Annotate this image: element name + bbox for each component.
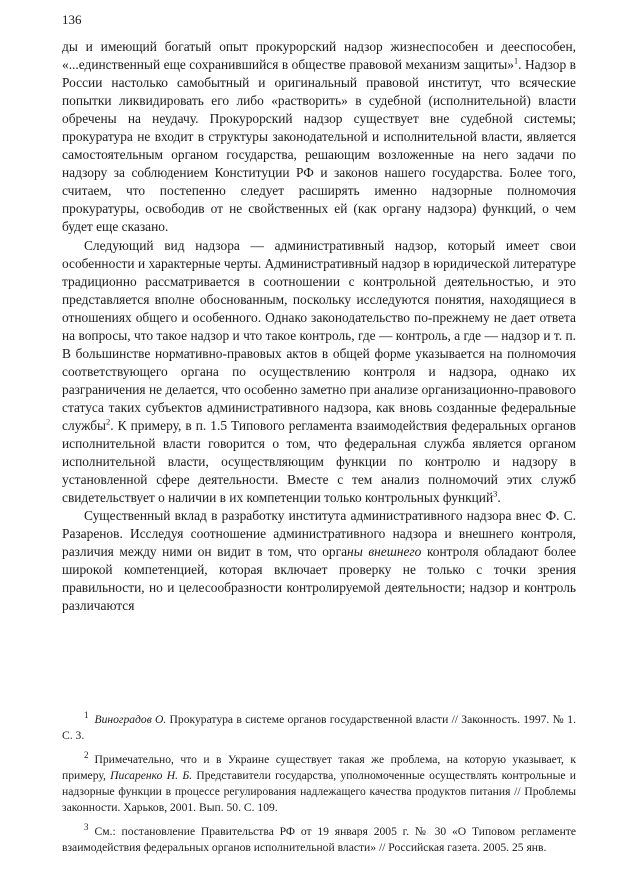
footnote-ref-3: 3 — [493, 488, 498, 499]
footnote-1-mark: 1 — [84, 710, 89, 721]
paragraph-1-text-b: . Надзор в России настолько самобытный и оригинальный правовой институт, что всяческие попытки ликвидировать его либо «растворить» в судебной (исполнительной) власти обречены на неудачу. Прокурорский надзор существует вне судебной системы; прокуратура не входит в структуры законодательной и исполнительной власти, является самостоятельным органом государства, решающим возложенные на него задачи по надзору за соблюдением Конституции РФ и законов нашего государства. Более того, считаем, что постепенно следует расширять именно надзорные полномочия прокуратуры, освободив от не свойственных ей (как органу надзора) функций, о чем будет еще сказано. — [62, 57, 577, 235]
footnote-1-author: Виноградов О. — [94, 713, 167, 726]
footnote-ref-2: 2 — [106, 416, 111, 427]
footnote-3-mark: 3 — [84, 821, 89, 832]
footnote-2-author: Писаренко Н. Б. — [110, 768, 193, 782]
paragraph-3-text-a: Существенный вклад в разработку института административного надзора внес Ф. С. Разаренов. Исследуя соотношение административного надзора и внешнего контроля, различия между ними он видит в том, что орга — [62, 508, 576, 560]
page-number: 136 — [62, 12, 82, 27]
footnote-2-mark: 2 — [84, 749, 89, 760]
footnote-3 — [62, 821, 576, 857]
footnote-3-text: См.: постановление Правительства РФ от 19 января 2005 г. № 30 «О Типовом регламенте взаимодействия федеральных органов исполнительной власти» // Российская газета. 2005. 25 янв. — [62, 824, 576, 855]
footnotes — [62, 712, 576, 863]
paragraph-3-italic: ны внешнего — [347, 544, 422, 560]
paragraph-2 — [62, 237, 576, 508]
paragraph-3 — [62, 507, 576, 615]
footnote-2 — [62, 749, 577, 817]
paragraph-2-text-b: . К примеру, в п. 1.5 Типового регламента взаимодействия федеральных органов исполнительной власти говорится о том, что федеральная служба является органом исполнительной власти, осуществляющим функции по контролю и надзору в установленной сфере деятельности. Вместе с тем анализ полномочий этих служб свидетельствует о наличии в их компетенции только контрольных функций — [62, 417, 576, 506]
footnote-1 — [62, 712, 576, 745]
paragraph-3-text-b: контроля обладают более широкой компетенцией, которая включает проверку не только с точки зрения правильности, но и целесообразности контролируемой деятельности; надзор и контроль различаются — [62, 544, 577, 614]
main-text — [62, 38, 576, 616]
paragraph-1-text-a: ды и имеющий богатый опыт прокурорский надзор жизнеспособен и дееспособен, «...единственный еще сохранившийся в обществе правовой механизм защиты» — [62, 39, 576, 73]
paragraph-1 — [62, 38, 576, 237]
paragraph-2-text-c: . — [497, 490, 501, 506]
footnote-2-pre: Примечательно, что и в Украине существует такая же проблема, на которую указывает, к примеру, — [62, 752, 576, 782]
footnote-1-text: Прокуратура в системе органов государственной власти // Законность. 1997. № 1. С. 3. — [62, 713, 576, 743]
footnote-ref-1: 1 — [513, 55, 519, 66]
footnote-2-text: Представители государства, уполномоченные осуществлять контрольные и надзорные функции в процессе регулирования надлежащего качества продуктов питания // Проблемы законности. Харьков, 2001. Вып. 50. С. 109. — [62, 768, 577, 815]
paragraph-2-text-a: Следующий вид надзора — административный надзор, который имеет свои особенности и характерные черты. Административный надзор в юридической литературе традиционно рассматривается в соотношении с контрольной деятельностью, и это представляется вполне обоснованным, поскольку исследуются понятия, находящиеся в отношениях общего и особенного. Однако законодательство по-прежнему не дает ответа на вопросы, что такое надзор и что такое контроль, где — контроль, а где — надзор и т. п. В большинстве нормативно-правовых актов в общей форме указывается на полномочия соответствующего органа по осуществлению контроля и надзора, однако их разграничения не делается, что особенно заметно при анализе организационно-правового статуса таких субъектов административного надзора, как вновь созданные федеральные службы — [62, 237, 576, 433]
